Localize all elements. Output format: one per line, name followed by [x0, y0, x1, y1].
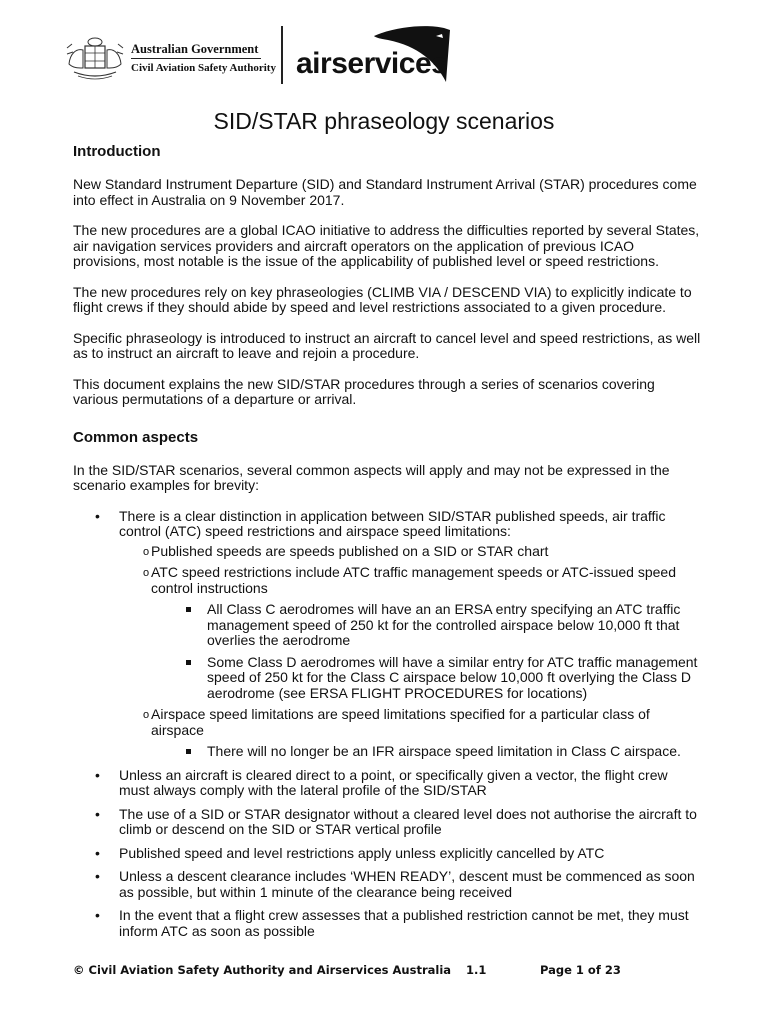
footer-version: 1.1 [466, 963, 487, 977]
hollow-bullet-icon: o [143, 567, 150, 579]
sub-sub-list-item [151, 744, 701, 760]
square-bullet-icon [186, 660, 191, 665]
list-item-text: There is a clear distinction in application between SID/STAR published speeds, air traffic control (ATC) speed restrictions and airspace speed limitations: [119, 507, 666, 539]
sub-sub-list-item [151, 655, 701, 702]
airservices-wordmark: airservices [296, 47, 448, 80]
hollow-bullet-icon: o [143, 709, 150, 721]
sub-sub-list-item [151, 602, 701, 649]
common-aspects-heading: Common aspects [73, 428, 199, 446]
government-wordmark [131, 42, 276, 75]
bullet-icon: • [95, 766, 100, 783]
sub-list-item [112, 544, 701, 560]
intro-paragraph-4: Specific phraseology is introduced to instruct an aircraft to cancel level and speed restrictions, as well as to instruct an aircraft to leave and rejoin a procedure. [73, 329, 701, 361]
bullet-icon: • [95, 907, 100, 923]
sub-sub-list-item-text: Some Class D aerodromes will have a similar entry for ATC traffic management speed of 250 kt for the Class C airspace below 10,000 ft overlying the Class D aerodrome (see ERSA FLIGHT PROCEDURES for locations) [207, 653, 698, 701]
sub-sub-list [112, 744, 701, 760]
list-item-text: Unless a descent clearance includes ‘WHEN READY’, descent must be commenced as soon as possible, but within 1 minute of the clearance being received [119, 868, 695, 900]
list-item-text: Published speed and level restrictions apply unless explicitly cancelled by ATC [119, 844, 605, 861]
sub-list-item [112, 707, 701, 760]
header-divider [281, 26, 283, 84]
list-item [73, 768, 701, 799]
intro-paragraph-3: The new procedures rely on key phraseologies (CLIMB VIA / DESCEND VIA) to explicitly indicate to flight crews if they should abide by speed and level restrictions associated to a given procedure. [73, 283, 692, 315]
introduction-heading: Introduction [73, 143, 161, 160]
document-title: SID/STAR phraseology scenarios [213, 108, 555, 134]
hollow-bullet-icon: o [143, 545, 150, 558]
list-item [73, 509, 701, 760]
common-aspects-lead: In the SID/STAR scenarios, several common aspects will apply and may not be expressed in the scenario examples for brevity: [73, 461, 670, 493]
list-item [73, 807, 701, 838]
intro-paragraph-1: New Standard Instrument Departure (SID) and Standard Instrument Arrival (STAR) procedures come into effect in Australia on 9 November 2017. [73, 176, 697, 208]
square-bullet-icon [186, 607, 191, 612]
square-bullet-icon [186, 749, 191, 754]
bullet-icon: • [95, 805, 100, 822]
sub-list-item [112, 565, 701, 701]
sub-list-item-text: Published speeds are speeds published on a SID or STAR chart [151, 542, 549, 559]
list-item [73, 846, 701, 862]
bullet-icon: • [95, 844, 100, 861]
page-header [0, 0, 768, 100]
list-item-text: In the event that a flight crew assesses that a published restriction cannot be met, they must inform ATC as soon as possible [119, 907, 689, 939]
sub-list-item-text: Airspace speed limitations are speed limitations specified for a particular class of airspace [151, 706, 650, 738]
sub-sub-list-item-text: There will no longer be an IFR airspace speed limitation in Class C airspace. [207, 743, 681, 759]
sub-list-item-text: ATC speed restrictions include ATC traffic management speeds or ATC-issued speed control instructions [151, 564, 676, 596]
common-aspects-list [73, 509, 701, 940]
footer-page-number: Page 1 of 23 [540, 963, 621, 977]
gov-line1: Australian Government [131, 42, 259, 56]
intro-paragraph-2: The new procedures are a global ICAO initiative to address the difficulties reported by several States, air navigation services providers and aircraft operators on the application of previous ICAO provisions, most notable is the issue of the applicability of published level or speed restrictions. [73, 222, 700, 269]
list-item [73, 908, 701, 939]
wordmark-rule [131, 58, 261, 59]
bullet-icon: • [95, 507, 100, 524]
intro-paragraph-5: This document explains the new SID/STAR procedures through a series of scenarios covering various permutations of a departure or arrival. [73, 375, 655, 407]
sub-sub-list [112, 602, 701, 701]
bullet-icon: • [95, 868, 100, 884]
list-item-text: Unless an aircraft is cleared direct to a point, or specifically given a vector, the flight crew must always comply with the lateral profile of the SID/STAR [119, 766, 668, 798]
document-body [73, 143, 701, 947]
gov-line2: Civil Aviation Safety Authority [131, 62, 276, 74]
footer-copyright: © Civil Aviation Safety Authority and Airservices Australia [73, 963, 452, 977]
list-item [73, 869, 701, 900]
list-item-text: The use of a SID or STAR designator without a cleared level does not authorise the aircraft to climb or descend on the SID or STAR vertical profile [119, 805, 697, 837]
sub-sub-list-item-text: All Class C aerodromes will have an an ERSA entry specifying an ATC traffic management speed of 250 kt for the controlled airspace below 10,000 ft that overlies the aerodrome [207, 601, 681, 648]
coat-of-arms-icon [64, 34, 126, 82]
sub-list [73, 544, 701, 760]
